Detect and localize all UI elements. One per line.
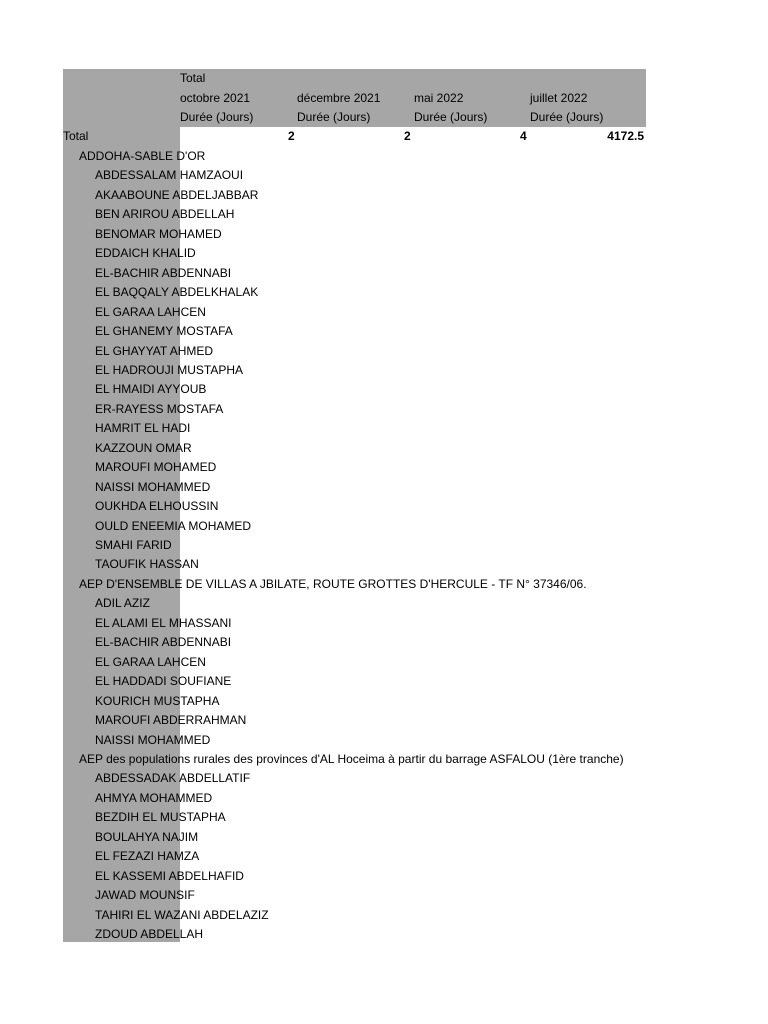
member-row-label: EL GARAA LAHCEN xyxy=(95,304,206,319)
member-row-label: BEZDIH EL MUSTAPHA xyxy=(95,810,226,825)
member-row-label: NAISSI MOHAMMED xyxy=(95,732,211,747)
member-row-label: NAISSI MOHAMMED xyxy=(95,479,211,494)
member-row-label: SMAHI FARID xyxy=(95,538,172,552)
col-subheader-2: Durée (Jours) xyxy=(297,110,371,124)
col-subheader-4: Durée (Jours) xyxy=(530,110,604,124)
member-row-label: EL ALAMI EL MHASSANI xyxy=(95,615,232,630)
member-row-label: OULD ENEEMIA MOHAMED xyxy=(95,518,252,533)
col-header-oct-2021: octobre 2021 xyxy=(180,91,251,105)
member-row-label: ABDESSALAM HAMZAOUI xyxy=(95,168,244,183)
member-row-label: AKAABOUNE ABDELJABBAR xyxy=(95,187,259,202)
member-row-label: MAROUFI MOHAMED xyxy=(95,460,217,475)
member-row-label: ADIL AZIZ xyxy=(95,596,150,611)
col-subheader-1: Durée (Jours) xyxy=(180,110,254,124)
member-row-label: ZDOUD ABDELLAH xyxy=(95,927,204,941)
member-row-label: EL GHANEMY MOSTAFA xyxy=(95,324,233,339)
member-row-label: EL KASSEMI ABDELHAFID xyxy=(95,868,244,883)
member-row-label: EL HADDADI SOUFIANE xyxy=(95,674,232,689)
member-row-label: EL FEZAZI HAMZA xyxy=(95,849,200,864)
member-row-label: TAHIRI EL WAZANI ABDELAZIZ xyxy=(95,907,269,922)
total-value-mai-2022: 2 xyxy=(404,129,411,143)
member-row-label: EL HMAIDI AYYOUB xyxy=(95,382,207,397)
member-row-label: OUKHDA ELHOUSSIN xyxy=(95,499,219,514)
member-row-label: EL GHAYYAT AHMED xyxy=(95,343,214,358)
member-row-label: KOURICH MUSTAPHA xyxy=(95,693,220,708)
col-header-mai-2022: mai 2022 xyxy=(414,91,464,105)
member-row-label: KAZZOUN OMAR xyxy=(95,440,192,455)
group-row-label: ADDOHA-SABLE D'OR xyxy=(79,149,206,163)
member-row-label: EDDAICH KHALID xyxy=(95,246,196,261)
member-row-label: AHMYA MOHAMMED xyxy=(95,790,213,805)
group-row-label: AEP des populations rurales des provinces d'AL Hoceima à partir du barrage ASFALOU (1ère tranche) xyxy=(79,751,624,766)
total-value-juil-2022: 4 xyxy=(520,129,527,143)
member-row-label: EL GARAA LAHCEN xyxy=(95,654,206,669)
total-row-label: Total xyxy=(63,129,89,143)
group-row-label: AEP D'ENSEMBLE DE VILLAS A JBILATE, ROUTE GROTTES D'HERCULE - TF N° 37346/06. xyxy=(79,576,587,591)
member-row-label: ER-RAYESS MOSTAFA xyxy=(95,401,224,416)
member-row-label: EL-BACHIR ABDENNABI xyxy=(95,635,232,650)
member-row-label: BENOMAR MOHAMED xyxy=(95,226,222,241)
member-row-label: BEN ARIROU ABDELLAH xyxy=(95,207,235,222)
member-row-label: EL BAQQALY ABDELKHALAK xyxy=(95,285,259,300)
col-header-juil-2022: juillet 2022 xyxy=(530,91,588,105)
member-row-label: EL HADROUJI MUSTAPHA xyxy=(95,362,244,377)
member-row-label: BOULAHYA NAJIM xyxy=(95,829,199,844)
member-row-label: ABDESSADAK ABDELLATIF xyxy=(95,771,251,786)
member-row-label: JAWAD MOUNSIF xyxy=(95,888,195,903)
col-subheader-3: Durée (Jours) xyxy=(414,110,488,124)
member-row-label: TAOUFIK HASSAN xyxy=(95,557,199,572)
col-header-dec-2021: décembre 2021 xyxy=(297,91,381,105)
member-row-label: HAMRIT EL HADI xyxy=(95,421,191,436)
header-total-label: Total xyxy=(180,71,206,85)
total-value-dec-2021: 2 xyxy=(288,129,295,143)
total-value-grand: 4172.5 xyxy=(607,129,644,143)
member-row-label: MAROUFI ABDERRAHMAN xyxy=(95,713,247,728)
member-row-label: EL-BACHIR ABDENNABI xyxy=(95,265,232,280)
